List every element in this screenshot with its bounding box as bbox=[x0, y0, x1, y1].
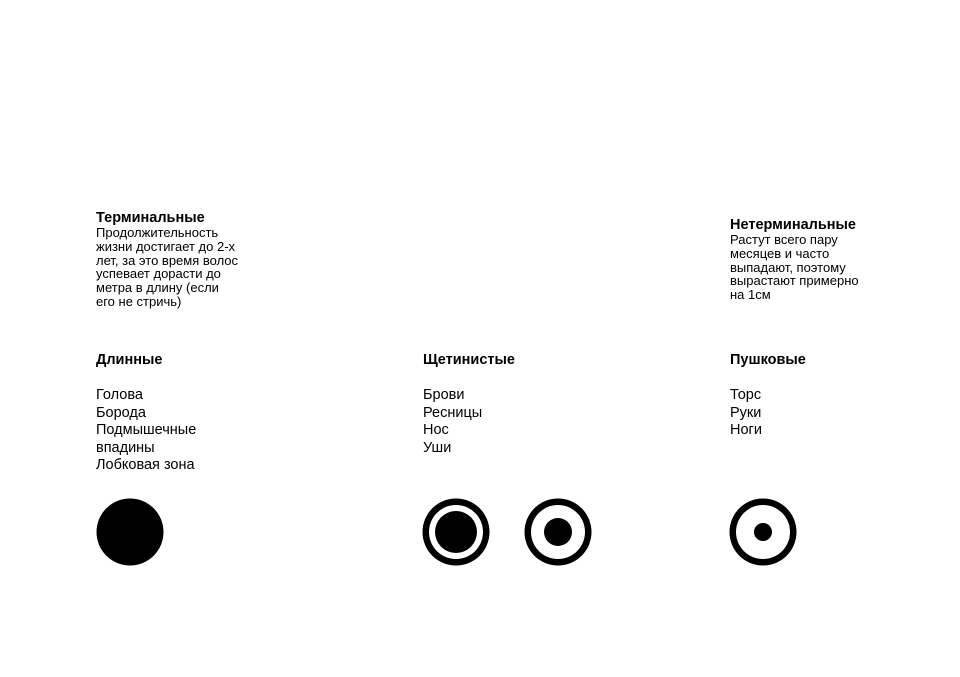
list-item: Голова bbox=[96, 387, 143, 403]
group-vellus-list bbox=[730, 387, 930, 440]
terminal-description bbox=[96, 226, 266, 309]
group-bristly bbox=[423, 352, 623, 457]
list-item: Брови bbox=[423, 387, 465, 403]
list-item: Торс bbox=[730, 387, 762, 403]
group-bristly-list bbox=[423, 387, 623, 457]
terminal-title: Терминальные bbox=[96, 210, 205, 226]
solid-circle-icon bbox=[96, 498, 164, 566]
terminal-block bbox=[96, 211, 266, 309]
list-item: Ноги bbox=[730, 422, 762, 438]
list-item: Руки bbox=[730, 404, 762, 421]
terminal-description-line: успевает дорасти до bbox=[96, 266, 221, 282]
ring-medium-core-icon bbox=[524, 498, 592, 566]
double-ring-large-core-icon bbox=[422, 498, 490, 566]
list-item: Уши bbox=[423, 439, 452, 456]
list-item: Подмышечные bbox=[96, 422, 197, 438]
group-bristly-title: Щетинистые bbox=[423, 352, 515, 368]
nonterminal-title: Нетерминальные bbox=[730, 217, 856, 233]
list-item: Ресницы bbox=[423, 404, 483, 421]
group-long-list bbox=[96, 387, 296, 475]
terminal-description-line: лет, за это время волос bbox=[96, 252, 239, 268]
group-long-title: Длинные bbox=[96, 352, 163, 368]
terminal-description-line: Продолжительность bbox=[96, 225, 219, 240]
group-long bbox=[96, 352, 296, 475]
nonterminal-description-line: выпадают, поэтому bbox=[730, 259, 846, 275]
nonterminal-description-line: Растут всего пару bbox=[730, 232, 838, 247]
nonterminal-description-line: вырастают примерно bbox=[730, 273, 859, 289]
list-item: Борода bbox=[96, 404, 146, 421]
terminal-description-line: метра в длину (если bbox=[96, 280, 219, 296]
group-vellus bbox=[730, 352, 930, 440]
nonterminal-block bbox=[730, 218, 900, 302]
list-item: впадины bbox=[96, 439, 155, 456]
ring-small-core-icon bbox=[729, 498, 797, 566]
list-item: Нос bbox=[423, 422, 449, 438]
list-item: Лобковая зона bbox=[96, 457, 195, 473]
nonterminal-description-line: месяцев и часто bbox=[730, 245, 830, 261]
terminal-description-line: его не стричь) bbox=[96, 293, 182, 309]
group-vellus-title: Пушковые bbox=[730, 352, 806, 368]
terminal-description-line: жизни достигает до 2-х bbox=[96, 238, 236, 254]
nonterminal-description-line: на 1см bbox=[730, 287, 771, 303]
nonterminal-description bbox=[730, 233, 900, 302]
